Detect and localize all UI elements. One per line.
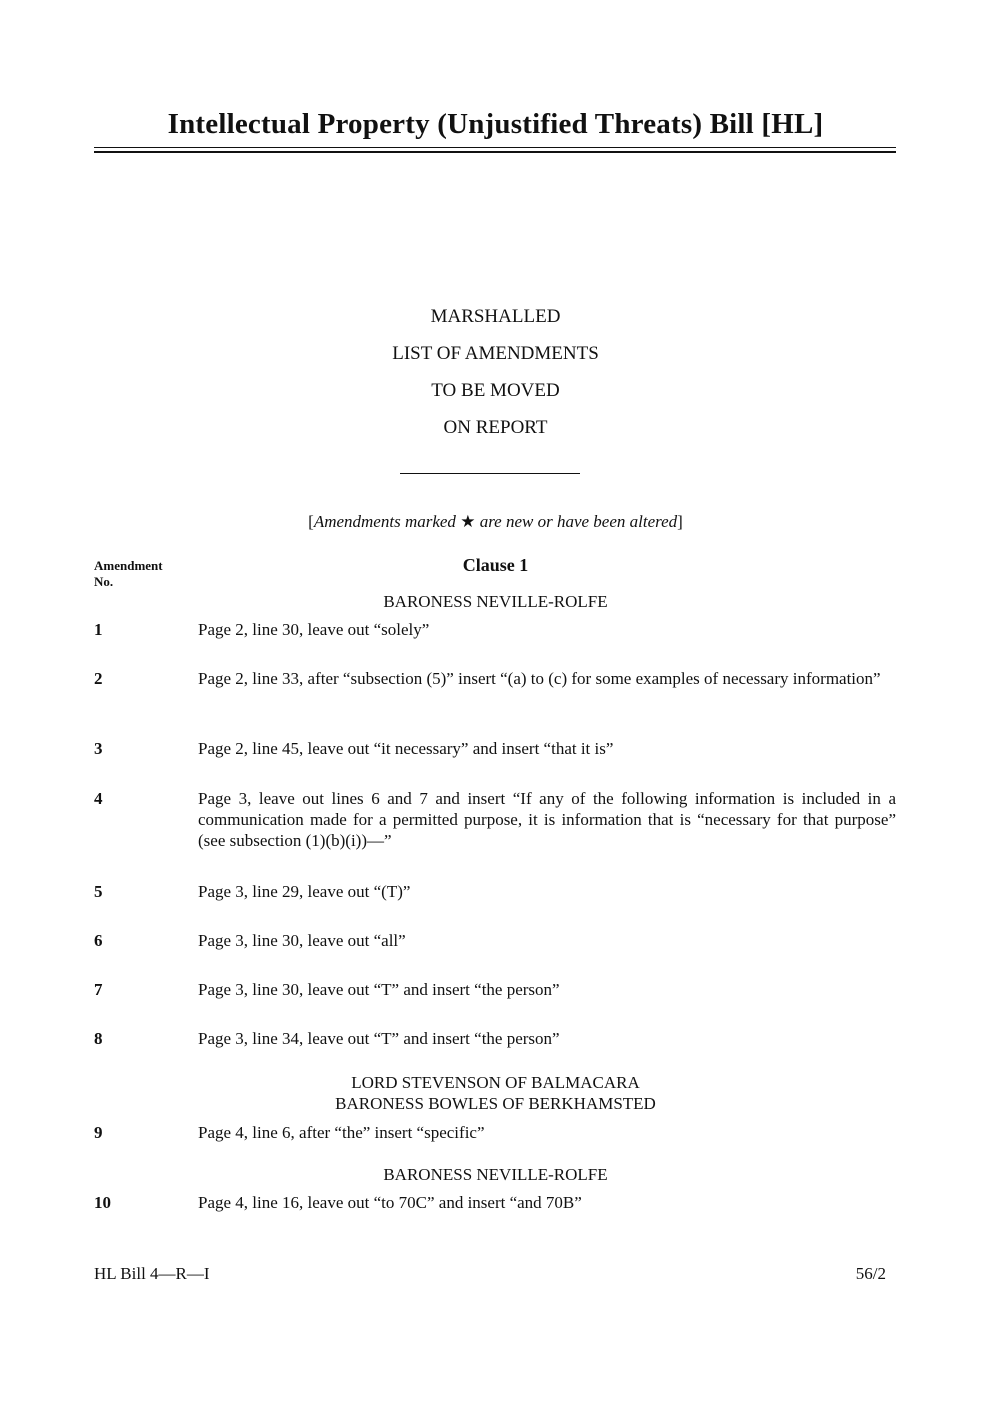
amendment-text: Page 2, line 30, leave out “solely” xyxy=(198,620,430,639)
amendment-text: Page 3, leave out lines 6 and 7 and insert “If any of the following information is included in a communication made for a permitted purpose, it is information that is “necessary for that purpose” (see subsection (1)(b)(i))—” xyxy=(198,789,896,850)
amendment-number: 7 xyxy=(94,980,103,999)
clause-heading: Clause 1 xyxy=(462,555,529,575)
amendment-number: 4 xyxy=(94,789,103,808)
amendment-number: 10 xyxy=(94,1193,111,1212)
title-rule xyxy=(94,147,896,148)
divider xyxy=(400,473,580,474)
amendment-text: Page 3, line 34, leave out “T” and insert “the person” xyxy=(198,1029,560,1048)
heading-line: ON REPORT xyxy=(443,417,548,438)
amendment-text: Page 3, line 30, leave out “all” xyxy=(198,931,406,950)
sponsor: LORD STEVENSON OF BALMACARA xyxy=(351,1073,640,1092)
sponsor: BARONESS NEVILLE-ROLFE xyxy=(383,592,608,611)
amendment-number: 6 xyxy=(94,931,103,950)
bracket: ] xyxy=(677,512,683,531)
amendment-text: Page 4, line 6, after “the” insert “specific” xyxy=(198,1123,485,1142)
amendment-number: 3 xyxy=(94,739,103,758)
heading-line: MARSHALLED xyxy=(430,306,561,327)
heading-line: TO BE MOVED xyxy=(431,380,560,401)
amendment-text: Page 2, line 33, after “subsection (5)” insert “(a) to (c) for some examples of necessary information” xyxy=(198,669,881,688)
amendment-number: 2 xyxy=(94,669,103,688)
note-text: Amendments marked xyxy=(313,512,461,531)
amendment-number: 8 xyxy=(94,1029,103,1048)
sponsor: BARONESS NEVILLE-ROLFE xyxy=(383,1165,608,1184)
amendment-text: Page 2, line 45, leave out “it necessary” and insert “that it is” xyxy=(198,739,614,758)
amendment-number: 1 xyxy=(94,620,103,639)
note-text: are new or have been altered xyxy=(475,512,678,531)
amendments-note xyxy=(0,512,991,532)
amendment-text: Page 3, line 30, leave out “T” and insert “the person” xyxy=(198,980,560,999)
star-icon: ★ xyxy=(460,512,476,531)
title-rule-thick xyxy=(94,151,896,153)
amendment-number: 5 xyxy=(94,882,103,901)
header-line: No. xyxy=(94,574,114,589)
page-reference: 56/2 xyxy=(855,1264,886,1283)
heading-line: LIST OF AMENDMENTS xyxy=(392,343,599,364)
amendment-text: Page 3, line 29, leave out “(T)” xyxy=(198,882,411,901)
bill-title: Intellectual Property (Unjustified Threats) Bill [HL] xyxy=(167,108,824,140)
sponsor: BARONESS BOWLES OF BERKHAMSTED xyxy=(335,1094,656,1113)
amendment-text: Page 4, line 16, leave out “to 70C” and insert “and 70B” xyxy=(198,1193,582,1212)
header-line: Amendment xyxy=(94,558,163,573)
bracket: [ xyxy=(308,512,314,531)
amendment-number: 9 xyxy=(94,1123,103,1142)
bill-reference: HL Bill 4—R—I xyxy=(94,1264,210,1283)
